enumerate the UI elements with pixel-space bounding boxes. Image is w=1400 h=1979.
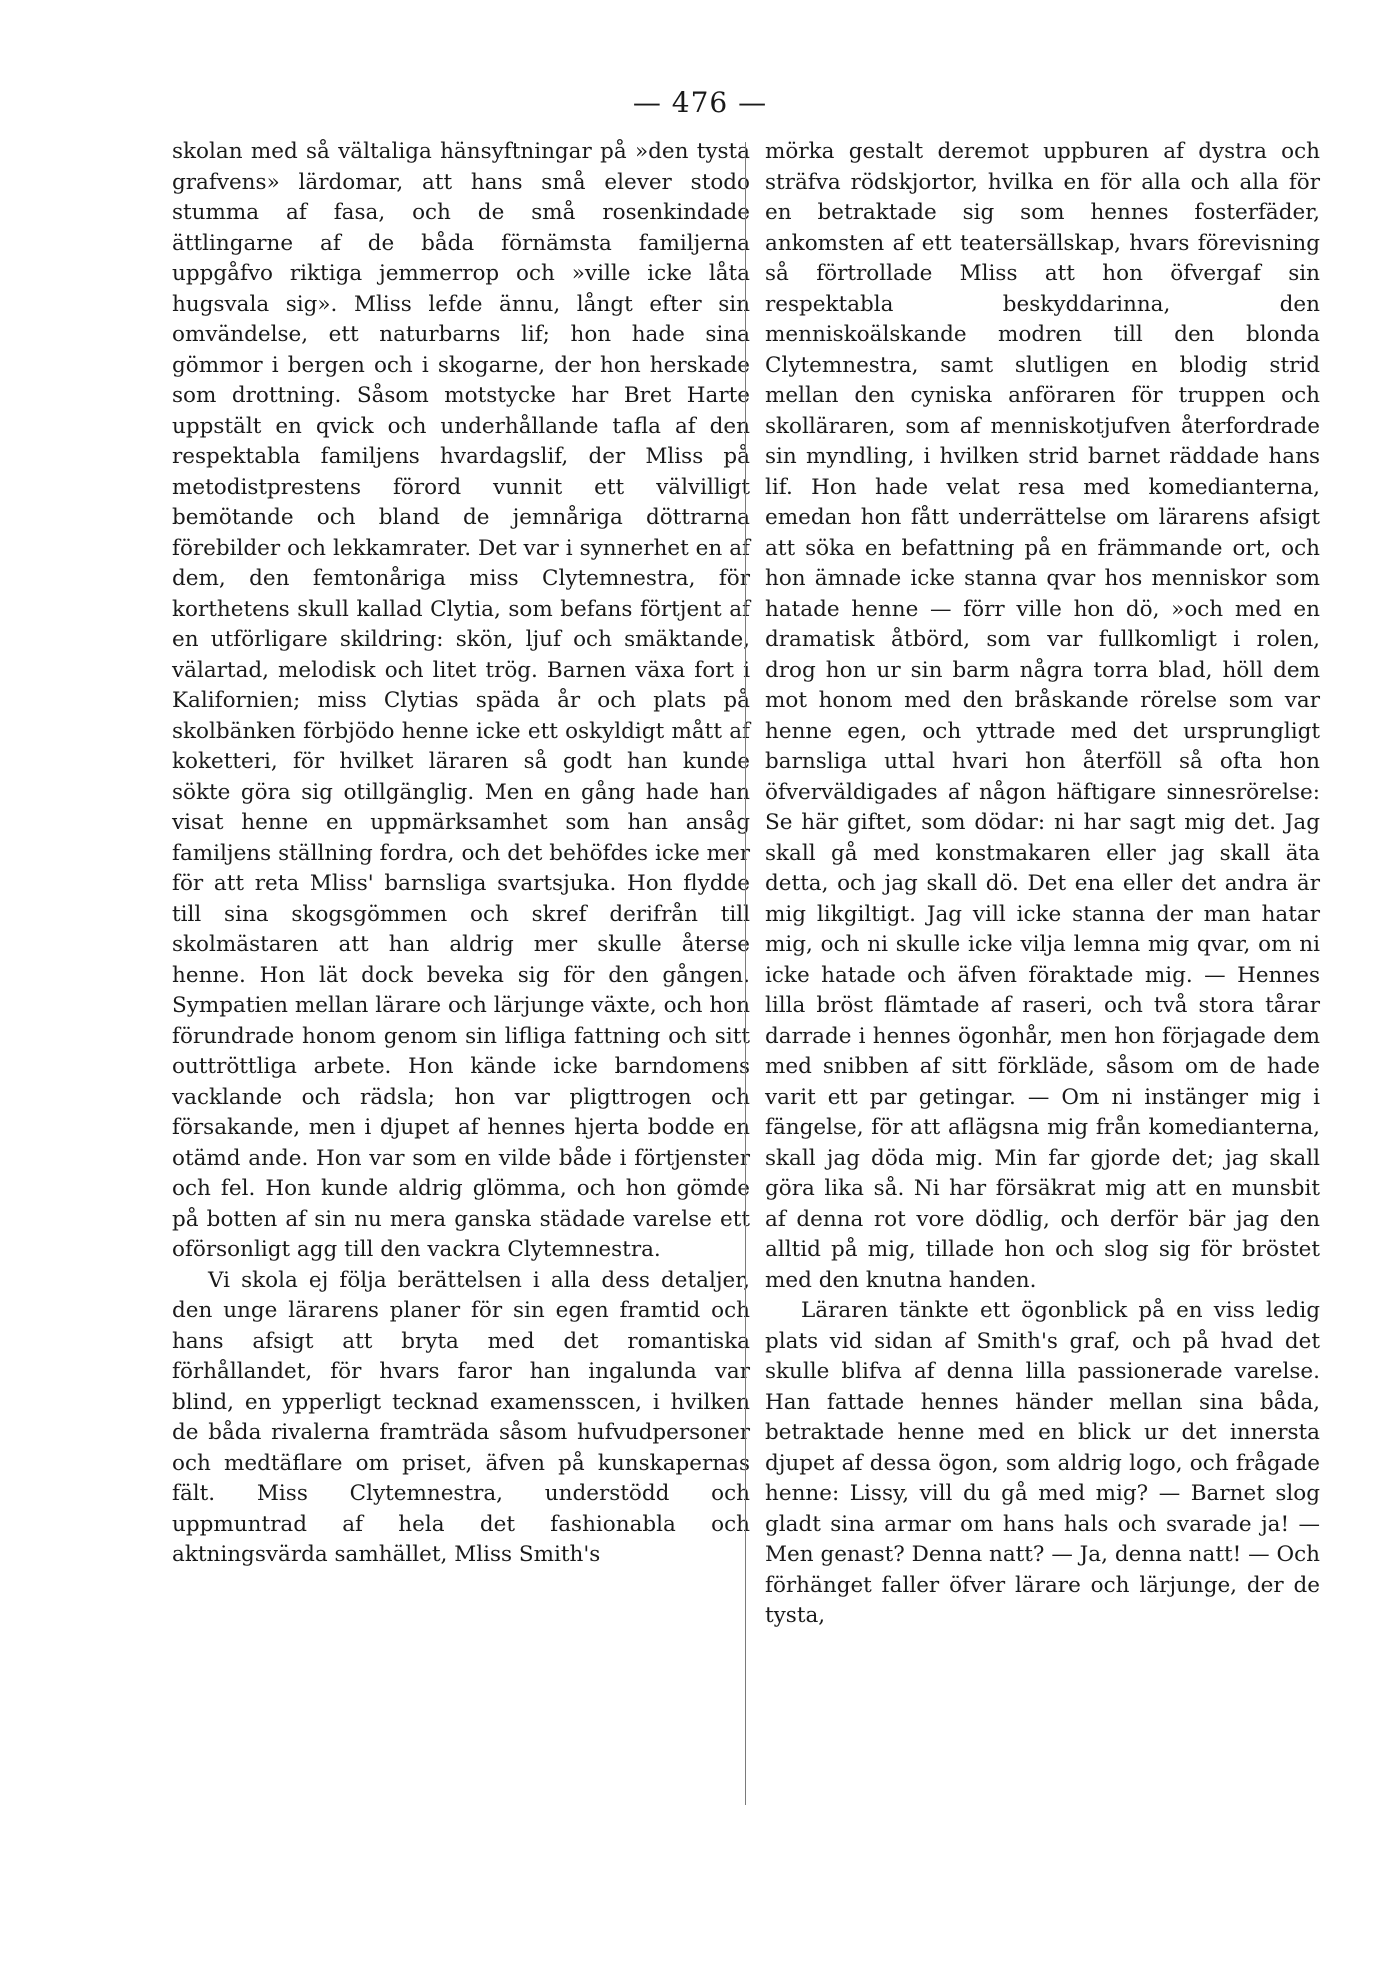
paragraph: Vi skola ej följa berättelsen i alla dess detaljer, den unge lärarens planer för sin egen framtid och hans afsigt att bryta med det romantiska förhållandet, för hvars faror han ingalunda var blind, en ypperligt tecknad examensscen, i hvilken de båda rivalerna framträda såsom hufvudpersoner och medtäflare om priset, äfven på kunskapernas fält. Miss Clytemnestra, understödd och uppmuntrad af hela det fashionabla och aktningsvärda samhället, Mliss Smith's: [172, 1267, 750, 1567]
page-number: — 476 —: [632, 86, 768, 119]
paragraph: mörka gestalt deremot uppburen af dystra och sträfva rödskjortor, hvilka en för alla och alla för en betraktade sig som hennes fosterfäder, ankomsten af ett teatersällskap, hvars förevisning så förtrollade Mliss att hon öfvergaf sin respektabla beskyddarinna, den menniskoälskande modren till den blonda Clytemnestra, samt slutligen en blodig strid mellan den cyniska anföraren för truppen och skolläraren, som af menniskotjufven återfordrade sin myndling, i hvilken strid barnet räddade hans lif. Hon hade velat resa med komedianterna, emedan hon fått underrättelse om lärarens afsigt att söka en befattning på en främmande ort, och hon ämnade icke stanna qvar hos menniskor som hatade henne — förr ville hon dö, »och med en dramatisk åtbörd, som var fullkomligt i rolen, drog hon ur sin barm några torra blad, höll dem mot honom med den bråskande rörelse som var henne egen, och yttrade med det ursprungligt barnsliga uttal hvari hon återföll så ofta hon öfverväldigades af någon häftigare sinnesrörelse: Se här giftet, som dödar: ni har sagt mig det. Jag skall gå med konstmakaren eller jag skall äta detta, och jag skall dö. Det ena eller det andra är mig likgiltigt. Jag vill icke stanna der man hatar mig, och ni skulle icke vilja lemna mig qvar, om ni icke hatade och äfven föraktade mig. — Hennes lilla bröst flämtade af raseri, och två stora tårar darrade i hennes ögonhår, men hon förjagade dem med snibben af sitt förkläde, såsom om de hade varit ett par getingar. — Om ni instänger mig i fängelse, för att aflägsna mig från komedianterna, skall jag döda mig. Min far gjorde det; jag skall göra lika så. Ni har försäkrat mig att en munsbit af denna rot vore dödlig, och derför bär jag den alltid på mig, tillade hon och slog sig för bröstet med den knutna handen.: [765, 139, 1320, 1293]
right-column: [765, 137, 1320, 1632]
paragraph: skolan med så vältaliga hänsyftningar på »den tysta grafvens» lärdomar, att hans små elever stodo stumma af fasa, och de små rosenkindade ättlingarne af de båda förnämsta familjerna uppgåfvo riktiga jemmerrop och »ville icke låta hugsvala sig». Mliss lefde ännu, långt efter sin omvändelse, ett naturbarns lif; hon hade sina gömmor i bergen och i skogarne, der hon herskade som drottning. Såsom motstycke har Bret Harte uppstält en qvick och underhållande tafla af den respektabla familjens hvardagslif, der Mliss på metodistprestens förord vunnit ett välvilligt bemötande och bland de jemnåriga döttrarna förebilder och lekkamrater. Det var i synnerhet en af dem, den femtonåriga miss Clytemnestra, för korthetens skull kallad Clytia, som befans förtjent af en utförligare skildring: skön, ljuf och smäktande, välartad, melodisk och litet trög. Barnen växa fort i Kalifornien; miss Clytias späda år och plats på skolbänken förbjödo henne icke ett oskyldigt mått af koketteri, för hvilket läraren så godt han kunde sökte göra sig otillgänglig. Men en gång hade han visat henne en uppmärksamhet som han ansåg familjens ställning fordra, och det behöfdes icke mer för att reta Mliss' barnsliga svartsjuka. Hon flydde till sina skogsgömmen och skref derifrån till skolmästaren att han aldrig mer skulle återse henne. Hon lät dock beveka sig för den gången. Sympatien mellan lärare och lärjunge växte, och hon förundrade honom genom sin lifliga fattning och sitt outtröttliga arbete. Hon kände icke barndomens vacklande och rädsla; hon var pligttrogen och försakande, men i djupet af hennes hjerta bodde en otämd ande. Hon var som en vilde både i förtjenster och fel. Hon kunde aldrig glömma, och hon gömde på botten af sin nu mera ganska städade varelse ett oförsonligt agg till den vackra Clytemnestra.: [172, 139, 750, 1262]
column-divider: [745, 142, 746, 1805]
paragraph: Läraren tänkte ett ögonblick på en viss ledig plats vid sidan af Smith's graf, och på hvad det skulle blifva af denna lilla passionerade varelse. Han fattade hennes händer mellan sina båda, betraktade henne med en blick ur det innersta djupet af dessa ögon, som aldrig logo, och frågade henne: Lissy, vill du gå med mig? — Barnet slog gladt sina armar om hans hals och svarade ja! — Men genast? Denna natt? — Ja, denna natt! — Och förhänget faller öfver lärare och lärjunge, der de tysta,: [765, 1298, 1320, 1628]
left-column: [172, 137, 750, 1571]
